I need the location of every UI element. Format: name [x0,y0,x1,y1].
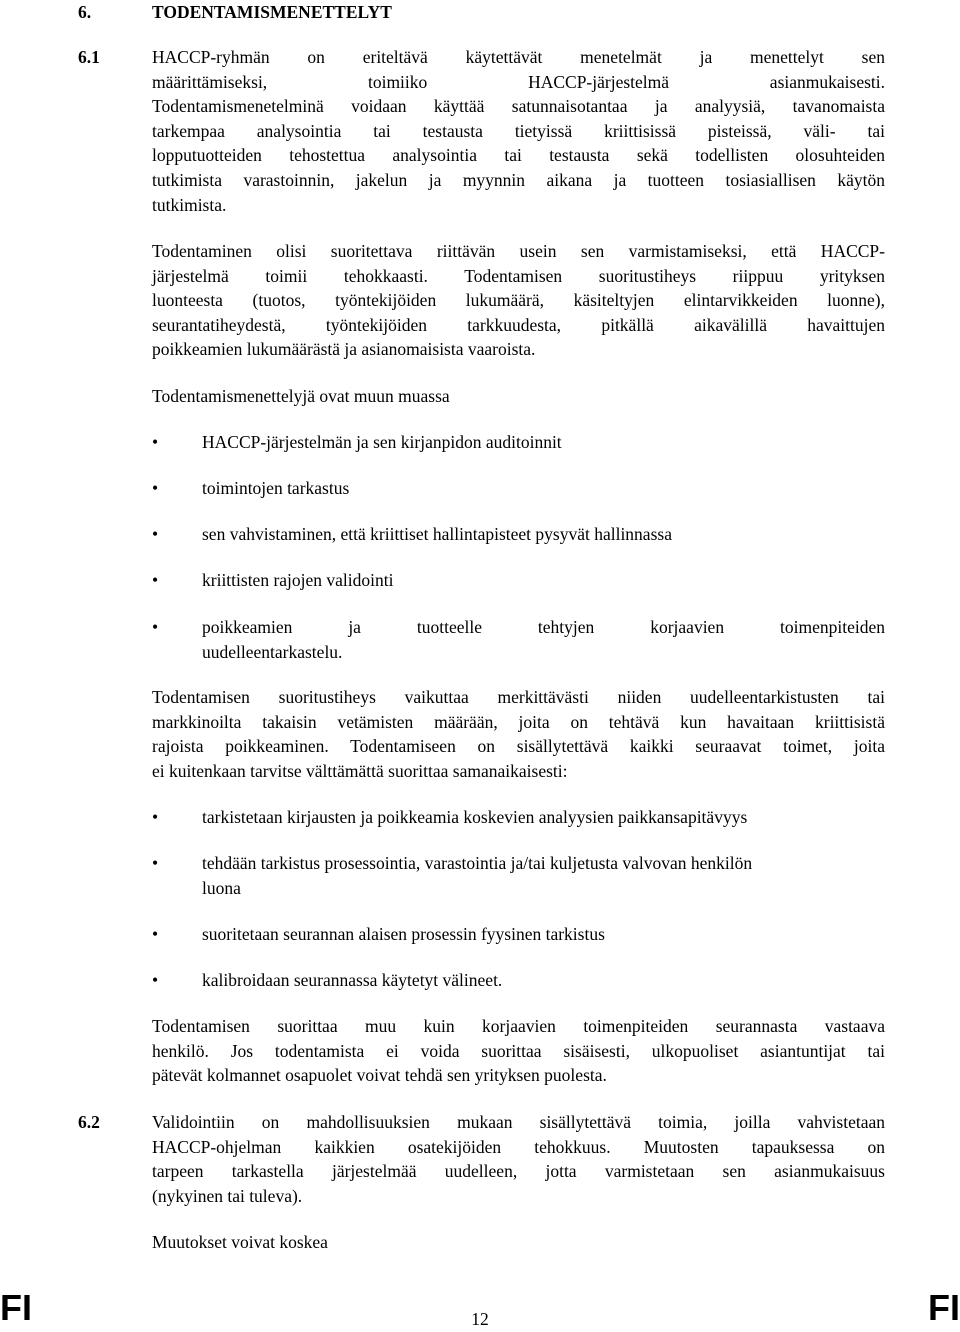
text-line: järjestelmä toimii tehokkaasti. Todentamisen suoritustiheys riippuu yrityksen [152,265,885,286]
text-line: Todentaminen olisi suoritettava riittävän usein sen varmistamiseksi, että HACCP- [152,241,885,261]
list-item-text: tarkistetaan kirjausten ja poikkeamia koskevien analyysien paikkansapitävyys [202,807,748,827]
list-item-text: sen vahvistaminen, että kriittiset hallintapisteet pysyvät hallinnassa [202,524,672,544]
bullet-icon: • [152,924,159,944]
bullet-icon: • [152,970,159,990]
text-line: Todentamisen suorittaa muu kuin korjaavien toimenpiteiden seurannasta vastaava [152,1016,885,1036]
s61-paragraph-1 [152,45,885,217]
text-line: lopputuotteiden tehostettua analysointia tai testausta sekä todellisten olosuhteiden [152,145,885,166]
text-line: tarpeen tarkastella järjestelmää uudelleen, jotta varmistetaan sen asianmukaisuus [152,1161,885,1182]
bullet-icon: • [152,617,159,637]
text-line: Todentamismenettelyjä ovat muun muassa [152,386,450,406]
list-item-text: kriittisten rajojen validointi [202,570,394,590]
s61-intro-1 [152,384,885,409]
footer-language-left: FI [0,1287,32,1328]
subsection-number-6-2: 6.2 [78,1112,100,1132]
bullet-icon: • [152,524,159,544]
text-line: määrittämiseksi, toimiiko HACCP-järjestelmä asianmukaisesti. [152,71,885,92]
subsection-number-6-1: 6.1 [78,47,100,67]
s62-paragraph-1 [152,1110,885,1208]
text-line: HACCP-ryhmän on eriteltävä käytettävät menetelmät ja menettelyt sen [152,47,885,67]
page-number: 12 [471,1309,489,1329]
text-line: Todentamisen suoritustiheys vaikuttaa merkittävästi niiden uudelleentarkistusten tai [152,687,885,707]
list-item-text: luona [202,877,241,898]
text-line: Muutokset voivat koskea [152,1232,328,1252]
section-number: 6. [78,2,92,22]
text-line: henkilö. Jos todentamista ei voida suorittaa sisäisesti, ulkopuoliset asiantuntijat tai [152,1040,885,1061]
list-item-text: kalibroidaan seurannassa käytetyt välineet. [202,970,503,990]
text-line: tutkimista. [152,194,227,215]
text-line: ei kuitenkaan tarvitse välttämättä suorittaa samanaikaisesti: [152,760,568,781]
s61-paragraph-3 [152,685,885,783]
text-line: rajoista poikkeaminen. Todentamiseen on sisällytettävä kaikki seuraavat toimet, joita [152,736,885,757]
s62-paragraph-2 [152,1230,885,1255]
text-line: Todentamismenetelminä voidaan käyttää satunnaisotantaa ja analyysiä, tavanomaista [152,96,885,117]
text-line: seurantatiheydestä, työntekijöiden tarkkuudesta, pitkällä aikavälillä havaittujen [152,314,885,335]
bullet-icon: • [152,853,159,873]
s61-paragraph-4 [152,1014,885,1088]
text-line: Validointiin on mahdollisuuksien mukaan sisällytettävä toimia, joilla vahvistetaan [152,1112,885,1132]
list-item-text: poikkeamien ja tuotteelle tehtyjen korjaavien toimenpiteiden [202,617,885,637]
text-line: poikkeamien lukumäärästä ja asianomaisista vaaroista. [152,339,536,360]
s61-paragraph-2 [152,239,885,362]
text-line: markkinoilta takaisin vetämisten määrään, joita on tehtävä kun havaitaan kriittisistä [152,711,885,732]
bullet-icon: • [152,432,159,452]
bullet-icon: • [152,570,159,590]
text-line: (nykyinen tai tuleva). [152,1185,303,1206]
section-title: TODENTAMISMENETTELYT [152,2,392,22]
bullet-icon: • [152,807,159,827]
text-line: HACCP-ohjelman kaikkien osatekijöiden tehokkuus. Muutosten tapauksessa on [152,1136,885,1157]
text-line: pätevät kolmannet osapuolet voivat tehdä sen yrityksen puolesta. [152,1065,607,1086]
list-item-text: HACCP-järjestelmän ja sen kirjanpidon auditoinnit [202,432,562,452]
list-item-text: suoritetaan seurannan alaisen prosessin fyysinen tarkistus [202,924,605,944]
text-line: tutkimista varastoinnin, jakelun ja myynnin aikana ja tuotteen tosiasiallisen käytön [152,169,885,190]
footer-language-right: FI [928,1287,960,1328]
text-line: luonteesta (tuotos, työntekijöiden lukumäärä, käsiteltyjen elintarvikkeiden luonne), [152,290,885,311]
bullet-icon: • [152,478,159,498]
list-item-text: tehdään tarkistus prosessointia, varastointia ja/tai kuljetusta valvovan henkilön [202,853,753,873]
list-item-text: toimintojen tarkastus [202,478,350,498]
list-item-text: uudelleentarkastelu. [202,641,343,662]
text-line: tarkempaa analysointia tai testausta tietyissä kriittisissä pisteissä, väli- tai [152,120,885,141]
